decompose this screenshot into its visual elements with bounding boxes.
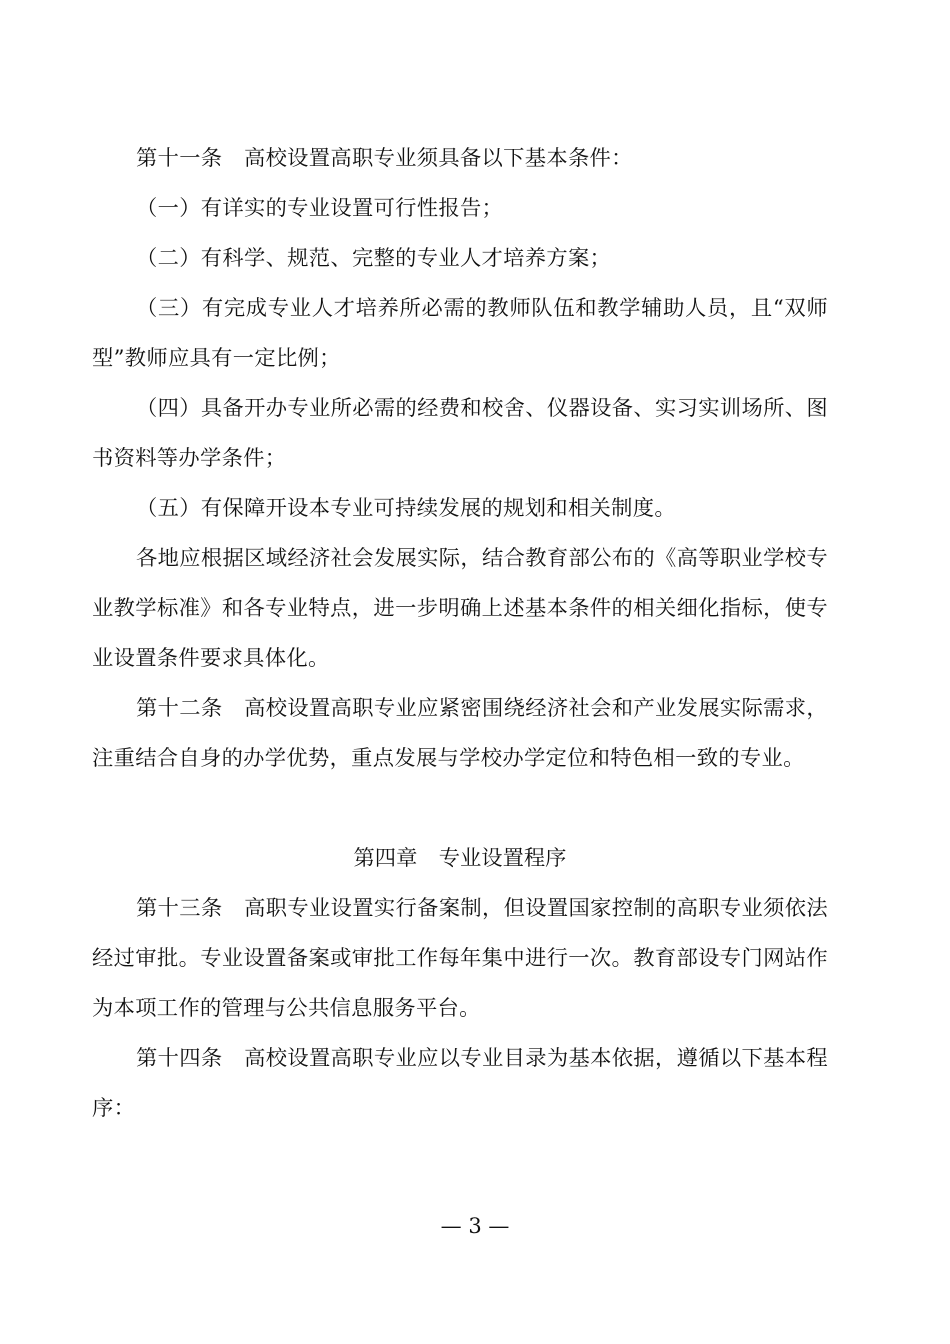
condition-1-paragraph: （一）有详实的专业设置可行性报告；	[136, 196, 504, 221]
article-14-paragraph: 第十四条 高校设置高职专业应以专业目录为基本依据，遵循以下基本程序：	[92, 1046, 828, 1121]
section-spacer	[92, 784, 828, 834]
condition-3-paragraph: （三）有完成专业人才培养所必需的教师队伍和教学辅助人员，且“双师型”教师应具有一定比例；	[92, 296, 828, 371]
article-11-paragraph: 第十一条 高校设置高职专业须具备以下基本条件：	[136, 146, 633, 171]
document-body	[92, 134, 828, 1134]
regional-standards-paragraph: 各地应根据区域经济社会发展实际，结合教育部公布的《高等职业学校专业教学标准》和各专业特点，进一步明确上述基本条件的相关细化指标，使专业设置条件要求具体化。	[92, 546, 828, 671]
article-13-paragraph: 第十三条 高职专业设置实行备案制，但设置国家控制的高职专业须依法经过审批。专业设置备案或审批工作每年集中进行一次。教育部设专门网站作为本项工作的管理与公共信息服务平台。	[92, 896, 828, 1021]
chapter-heading: 第四章 专业设置程序	[353, 846, 567, 871]
page-number: — 3 —	[440, 1214, 510, 1238]
condition-2-paragraph: （二）有科学、规范、完整的专业人才培养方案；	[136, 246, 612, 271]
article-12-paragraph: 第十二条 高校设置高职专业应紧密围绕经济社会和产业发展实际需求，注重结合自身的办学优势，重点发展与学校办学定位和特色相一致的专业。	[92, 696, 828, 771]
condition-4-paragraph: （四）具备开办专业所必需的经费和校舍、仪器设备、实习实训场所、图书资料等办学条件；	[92, 396, 828, 471]
condition-5-paragraph: （五）有保障开设本专业可持续发展的规划和相关制度。	[136, 496, 676, 521]
